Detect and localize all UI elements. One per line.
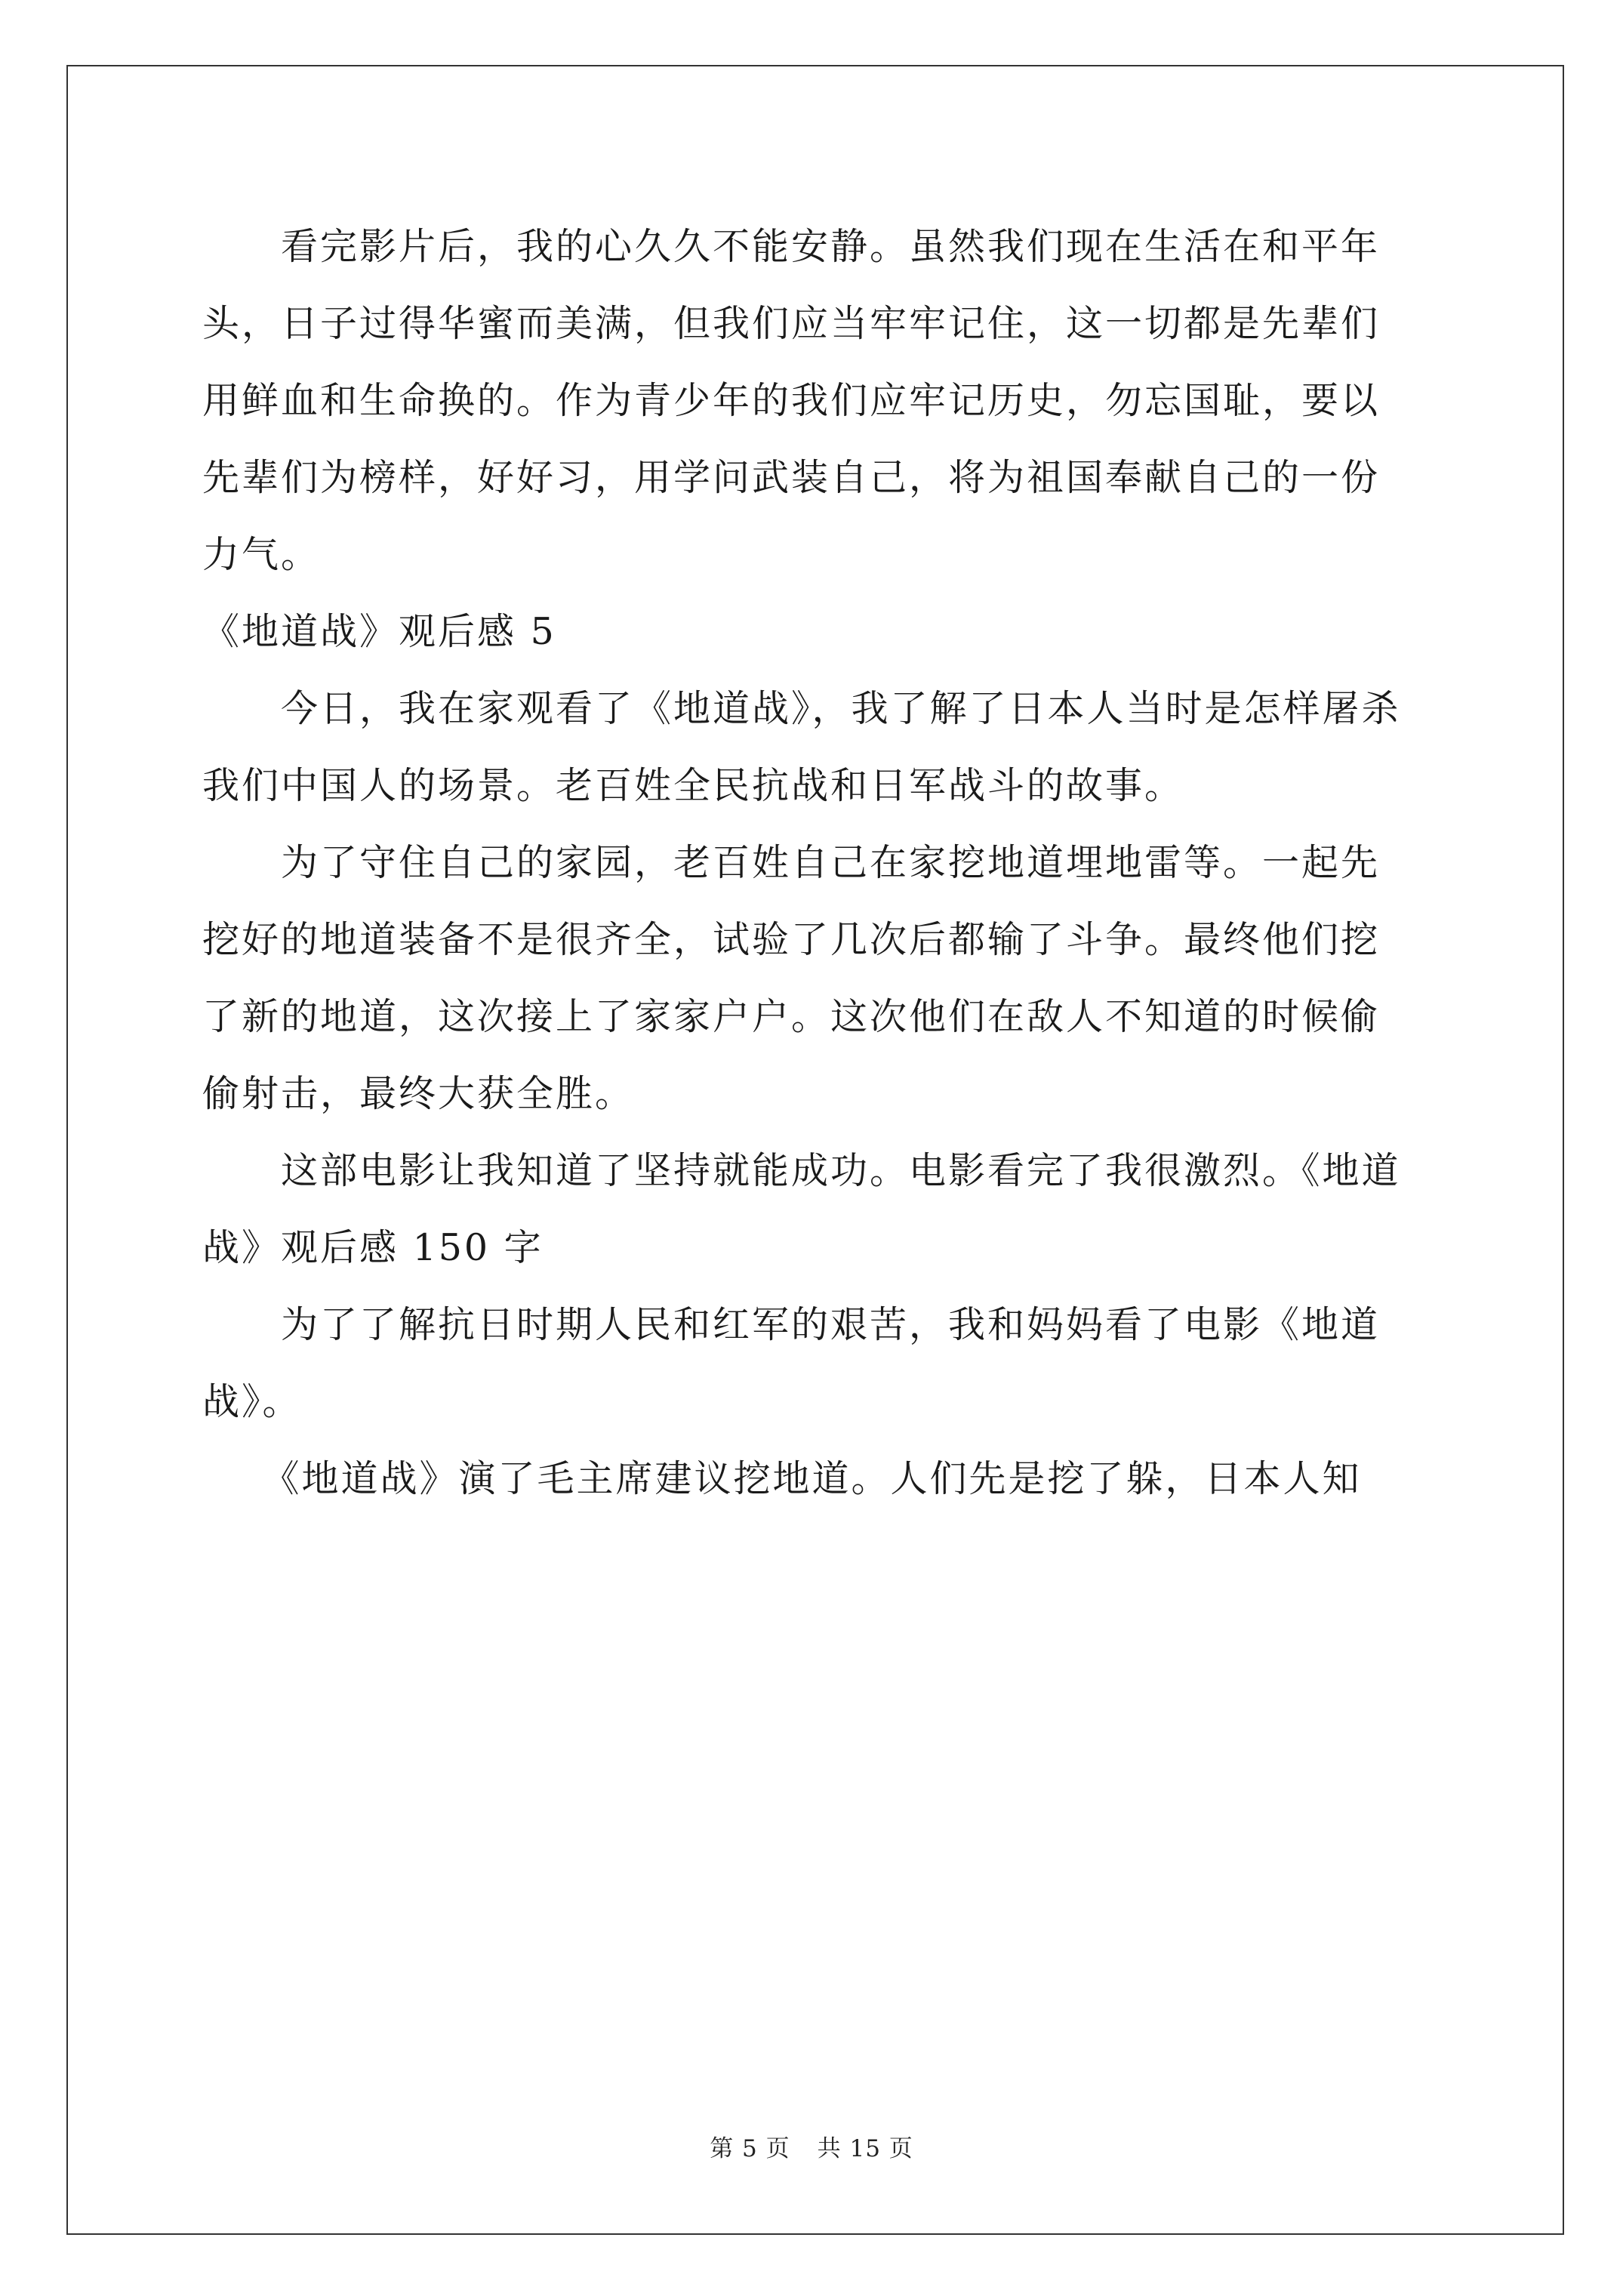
text-line: 《地道战》演了毛主席建议挖地道。人们先是挖了躲，日本人知 bbox=[202, 1457, 1362, 1500]
page-footer bbox=[0, 2134, 1623, 2164]
text-line: 先辈们为榜样，好好习，用学问武装自己，将为祖国奉献自己的一份 bbox=[202, 456, 1381, 499]
text-line: 战》观后感 150 字 bbox=[202, 1226, 544, 1269]
text-line: 这部电影让我知道了坚持就能成功。电影看完了我很激烈。《地道 bbox=[202, 1149, 1401, 1192]
page-number-current: 第 5 页 bbox=[710, 2135, 790, 2162]
text-line: 我们中国人的场景。老百姓全民抗战和日军战斗的故事。 bbox=[202, 764, 1184, 807]
text-line: 战》。 bbox=[202, 1380, 302, 1423]
text-line: 头，日子过得华蜜而美满，但我们应当牢牢记住，这一切都是先辈们 bbox=[202, 302, 1381, 345]
text-line: 力气。 bbox=[202, 533, 321, 576]
text-line: 今日，我在家观看了《地道战》，我了解了日本人当时是怎样屠杀 bbox=[202, 687, 1401, 730]
section-heading: 《地道战》观后感 5 bbox=[202, 610, 556, 653]
body-text bbox=[202, 208, 1433, 1518]
text-line: 为了守住自己的家园，老百姓自己在家挖地道埋地雷等。一起先 bbox=[202, 841, 1381, 884]
text-line: 挖好的地道装备不是很齐全，试验了几次后都输了斗争。最终他们挖 bbox=[202, 918, 1381, 961]
text-line: 偷射击，最终大获全胜。 bbox=[202, 1072, 635, 1115]
text-line: 了新的地道，这次接上了家家户户。这次他们在敌人不知道的时候偷 bbox=[202, 995, 1381, 1038]
text-line: 为了了解抗日时期人民和红军的艰苦，我和妈妈看了电影《地道 bbox=[202, 1303, 1381, 1346]
page-number-total: 共 15 页 bbox=[817, 2135, 913, 2162]
text-line: 用鲜血和生命换的。作为青少年的我们应牢记历史，勿忘国耻，要以 bbox=[202, 379, 1381, 422]
text-line: 看完影片后，我的心久久不能安静。虽然我们现在生活在和平年 bbox=[202, 225, 1381, 268]
